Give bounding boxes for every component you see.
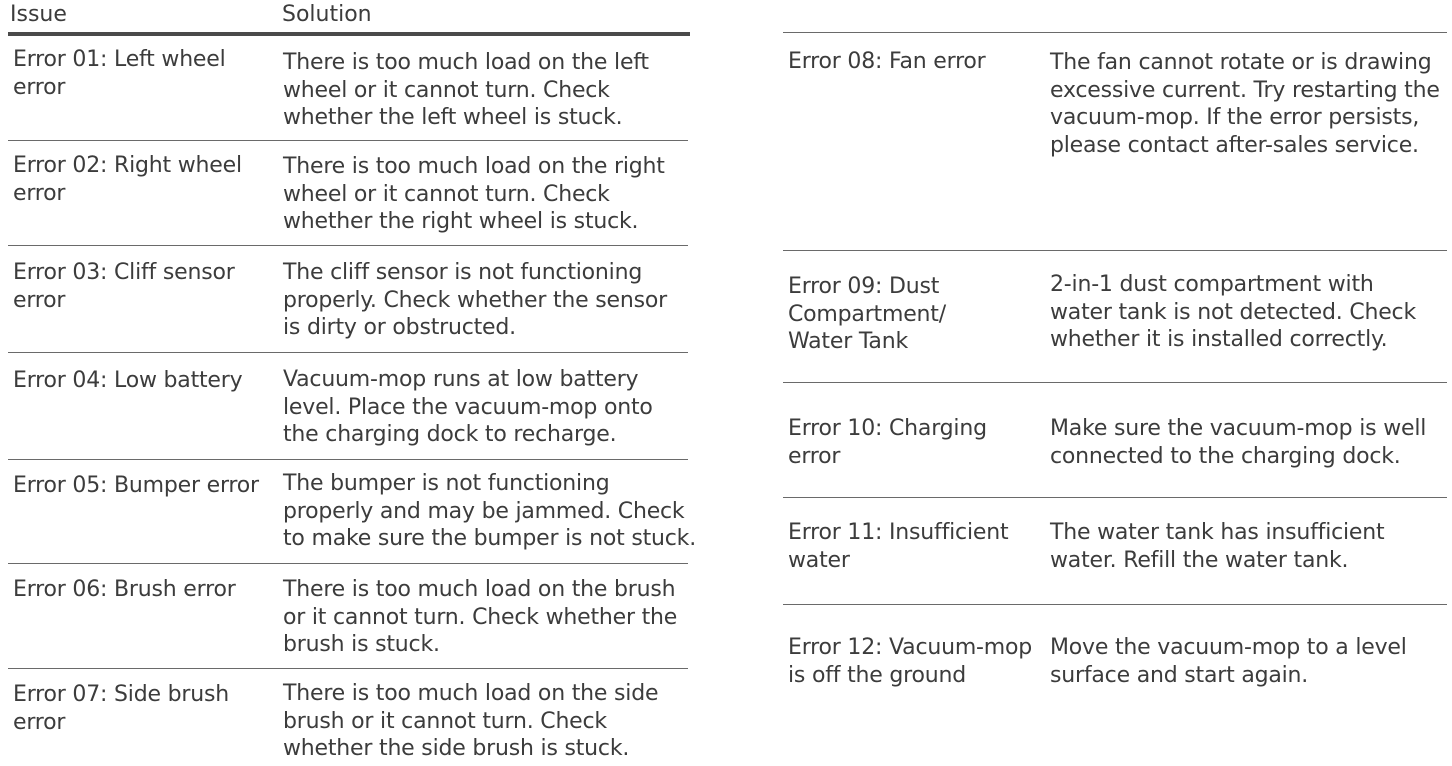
row-divider <box>8 245 688 246</box>
row-divider <box>8 563 688 564</box>
solution-cell: 2-in-1 dust compartment with water tank is not detected. Check whether it is installed correctly. <box>1050 272 1416 352</box>
issue-cell: Error 09: Dust Compartment/ Water Tank <box>788 274 946 354</box>
issue-column-header: Issue <box>10 2 67 27</box>
solution-cell: There is too much load on the side brush or it cannot turn. Check whether the side brush is stuck. <box>283 681 659 761</box>
row-divider <box>783 250 1447 251</box>
issue-cell: Error 03: Cliff sensor error <box>13 260 235 313</box>
row-divider <box>783 604 1447 605</box>
row-divider <box>783 382 1447 383</box>
solution-cell: The water tank has insufficient water. Refill the water tank. <box>1050 520 1385 573</box>
issue-cell: Error 01: Left wheel error <box>13 47 226 100</box>
solution-cell: The fan cannot rotate or is drawing excessive current. Try restarting the vacuum-mop. If the error persists, please contact after-sales service. <box>1050 50 1440 158</box>
row-divider <box>783 497 1447 498</box>
row-divider <box>783 32 1447 33</box>
solution-cell: Make sure the vacuum-mop is well connected to the charging dock. <box>1050 416 1427 469</box>
row-divider <box>8 459 688 460</box>
solution-cell: There is too much load on the left wheel or it cannot turn. Check whether the left wheel is stuck. <box>283 50 649 130</box>
issue-cell: Error 11: Insufficient water <box>788 520 1009 573</box>
solution-cell: The cliff sensor is not functioning properly. Check whether the sensor is dirty or obstructed. <box>283 260 668 340</box>
issue-cell: Error 06: Brush error <box>13 577 236 602</box>
solution-cell: Move the vacuum-mop to a level surface and start again. <box>1050 635 1407 688</box>
solution-cell: There is too much load on the brush or it cannot turn. Check whether the brush is stuck. <box>283 577 678 657</box>
solution-cell: There is too much load on the right wheel or it cannot turn. Check whether the right wheel is stuck. <box>283 154 665 234</box>
issue-cell: Error 05: Bumper error <box>13 473 259 498</box>
solution-cell: Vacuum-mop runs at low battery level. Place the vacuum-mop onto the charging dock to recharge. <box>283 367 653 447</box>
issue-cell: Error 04: Low battery <box>13 368 243 393</box>
row-divider <box>8 668 688 669</box>
issue-cell: Error 08: Fan error <box>788 49 986 74</box>
row-divider <box>8 140 688 141</box>
header-divider <box>8 32 690 36</box>
issue-cell: Error 12: Vacuum-mop is off the ground <box>788 635 1033 688</box>
row-divider <box>8 352 688 353</box>
issue-cell: Error 10: Charging error <box>788 416 987 469</box>
solution-column-header: Solution <box>282 2 372 27</box>
issue-cell: Error 02: Right wheel error <box>13 153 242 206</box>
issue-cell: Error 07: Side brush error <box>13 682 229 735</box>
solution-cell: The bumper is not functioning properly and may be jammed. Check to make sure the bumper is not stuck. <box>283 471 696 551</box>
